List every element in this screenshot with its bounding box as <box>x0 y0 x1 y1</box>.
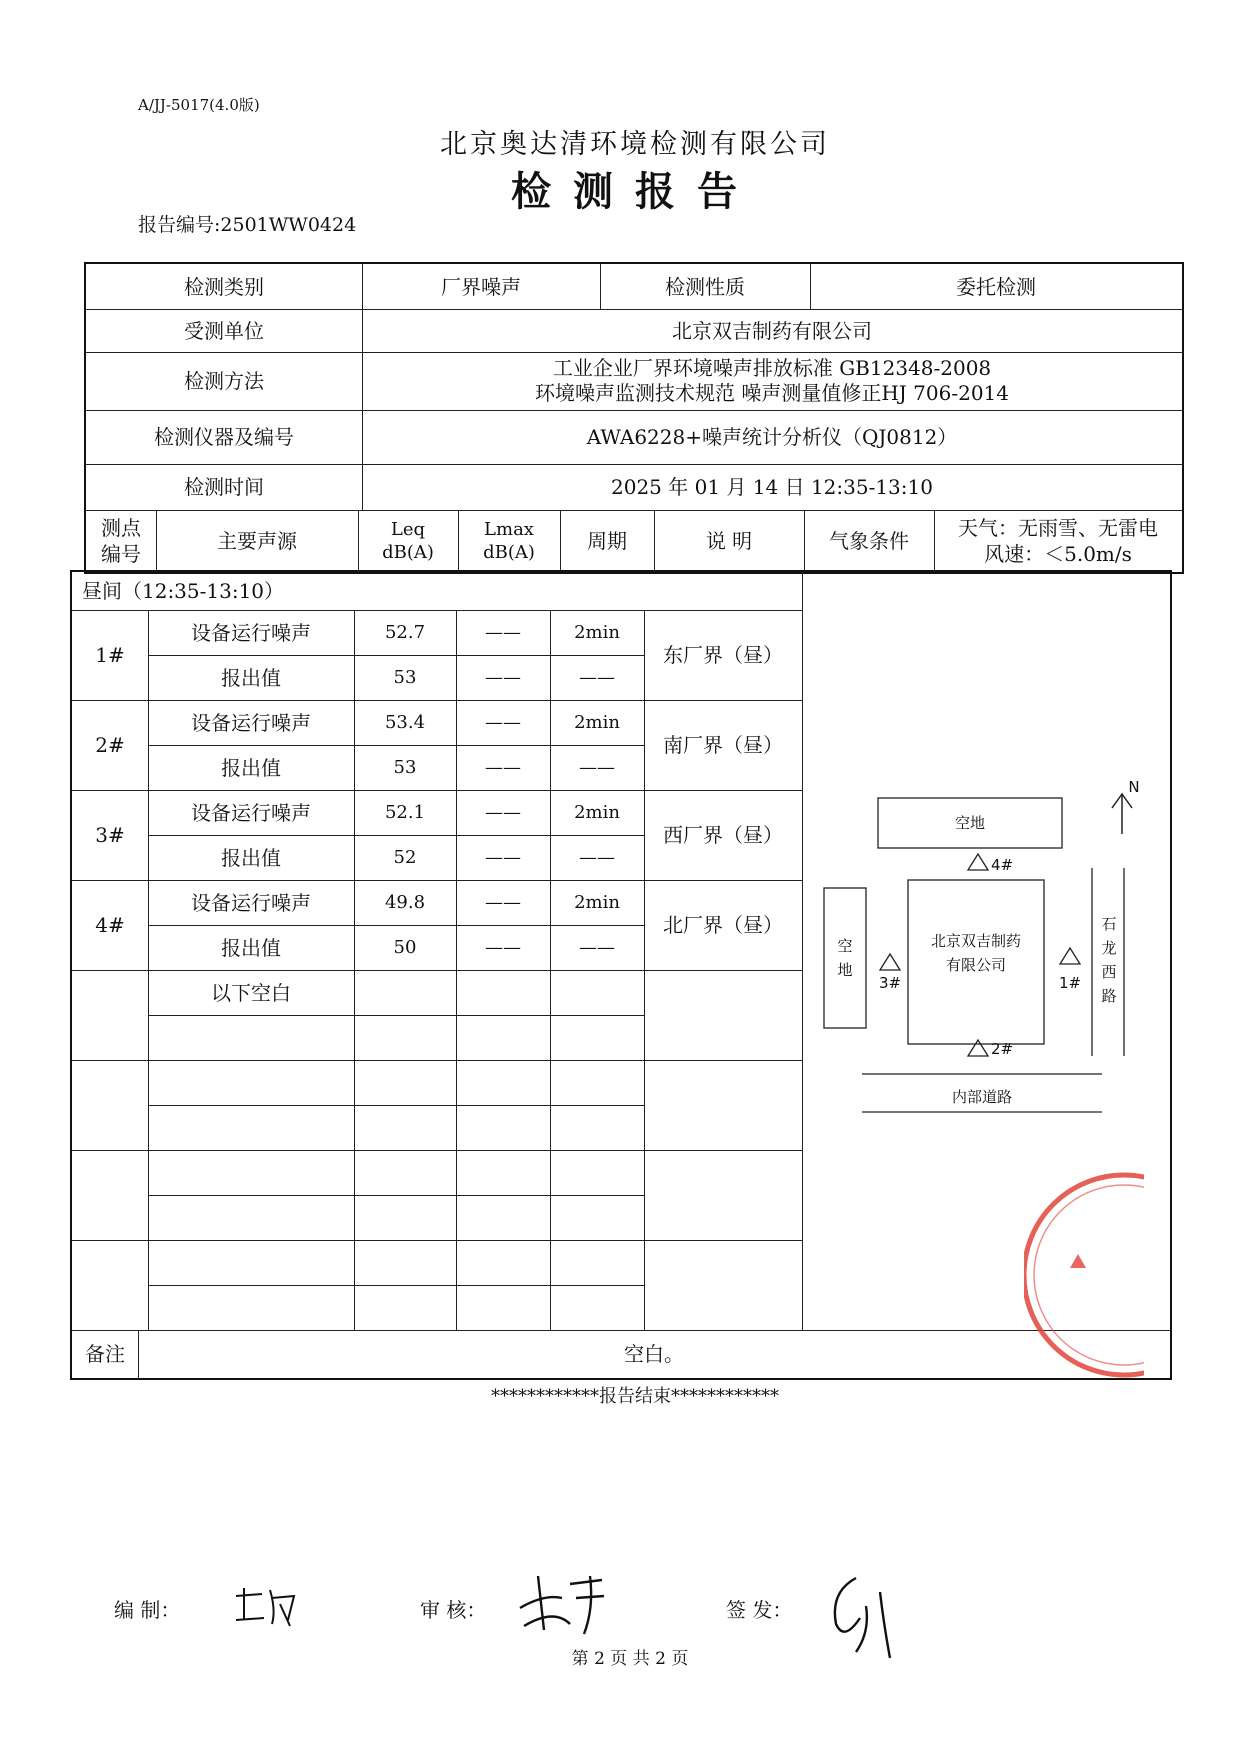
point-4-reported-period: —— <box>579 936 615 958</box>
header-source: 主要声源 <box>217 529 297 553</box>
point-3-reported-value: 52 <box>393 846 417 868</box>
point-3-reported-period: —— <box>579 846 615 868</box>
point-1-map-label: 1# <box>1058 974 1082 992</box>
prepared-by-label: 编 制： <box>114 1598 181 1622</box>
point-3-no: 3# <box>95 823 125 847</box>
point-4-leq: 49.8 <box>384 891 426 913</box>
reviewed-by-label: 审 核： <box>420 1598 487 1622</box>
point-1-no: 1# <box>95 643 125 667</box>
point-1-leq: 52.7 <box>384 621 426 643</box>
info-table <box>84 262 1184 574</box>
wind-speed: 风速：＜5.0m/s <box>984 542 1132 566</box>
point-4-reported-label: 报出值 <box>221 935 281 960</box>
unit-value: 北京双吉制药有限公司 <box>672 318 872 343</box>
header-lmax-1: Lmax <box>484 518 534 540</box>
point-2-period: 2min <box>574 711 620 733</box>
header-lmax <box>458 510 560 572</box>
category-value: 厂界噪声 <box>441 274 521 299</box>
point-4-marker <box>968 854 988 870</box>
header-leq-2: dB(A) <box>382 542 434 563</box>
left-lot-label: 空地 <box>837 937 853 979</box>
point-3-marker <box>880 954 900 970</box>
page-number: 第 2 页 共 2 页 <box>571 1649 689 1669</box>
issued-by-label: 签 发： <box>726 1598 793 1622</box>
right-road-label: 石龙西路 <box>1101 915 1117 1005</box>
time-label: 检测时间 <box>184 475 264 499</box>
header-lmax-2: dB(A) <box>483 542 535 563</box>
point-4-period: 2min <box>574 891 620 913</box>
report-number-value: 2501WW0424 <box>220 214 357 236</box>
point-2-reported-label: 报出值 <box>221 755 281 780</box>
section-label: 昼间（12:35-13:10） <box>82 579 285 603</box>
point-1-lmax: —— <box>485 621 521 643</box>
point-1-reported-period: —— <box>579 666 615 688</box>
unit-label: 受测单位 <box>184 318 264 343</box>
point-2-reported-period: —— <box>579 756 615 778</box>
point-2-leq: 53.4 <box>384 711 426 733</box>
bottom-road-label: 内部道路 <box>951 1088 1012 1106</box>
header-leq-1: Leq <box>390 518 426 540</box>
point-2-marker <box>968 1040 988 1056</box>
point-1-period: 2min <box>574 621 620 643</box>
category-label: 检测类别 <box>184 274 264 299</box>
top-lot-label: 空地 <box>954 814 985 832</box>
blank-note: 以下空白 <box>211 980 291 1005</box>
point-3-reported-label: 报出值 <box>221 845 281 870</box>
point-2-description: 南厂界（昼） <box>663 733 783 757</box>
header-point-no-1: 测点 <box>101 516 141 540</box>
point-2-reported-value: 53 <box>393 756 417 778</box>
report-end-line: ************报告结束************ <box>491 1386 779 1407</box>
point-2-lmax: —— <box>485 711 521 733</box>
point-4-map-label: 4# <box>990 856 1014 874</box>
point-3-map-label: 3# <box>878 974 902 992</box>
nature-value: 委托检测 <box>956 274 1036 299</box>
weather-condition: 天气：无雨雪、无雷电 <box>958 516 1158 540</box>
document-code: A/JJ-5017(4.0版) <box>138 96 260 114</box>
point-1-reported-lmax: —— <box>485 666 521 688</box>
north-label: N <box>1128 778 1140 796</box>
remarks-label: 备注 <box>85 1342 125 1366</box>
company-block-label-2: 有限公司 <box>945 956 1006 974</box>
header-point-no-2: 编号 <box>101 542 141 566</box>
point-2-no: 2# <box>95 733 125 757</box>
point-3-leq: 52.1 <box>384 801 426 823</box>
time-value: 2025 年 01 月 14 日 12:35-13:10 <box>611 475 933 499</box>
point-1-marker <box>1060 948 1080 964</box>
report-title: 检测报告 <box>511 168 759 215</box>
point-2-reported-lmax: —— <box>485 756 521 778</box>
point-4-no: 4# <box>95 913 125 937</box>
point-3-source: 设备运行噪声 <box>191 800 311 825</box>
point-4-reported-lmax: —— <box>485 936 521 958</box>
header-leq <box>358 510 458 572</box>
point-3-reported-lmax: —— <box>485 846 521 868</box>
company-seal <box>1024 1150 1144 1400</box>
point-2-source: 设备运行噪声 <box>191 710 311 735</box>
point-4-description: 北厂界（昼） <box>663 913 783 937</box>
point-3-period: 2min <box>574 801 620 823</box>
header-note: 说 明 <box>705 529 753 553</box>
point-1-reported-label: 报出值 <box>221 665 281 690</box>
method-value <box>362 352 1182 410</box>
reviewed-by-signature <box>514 1568 614 1642</box>
point-4-lmax: —— <box>485 891 521 913</box>
point-4-reported-value: 50 <box>393 936 417 958</box>
data-table <box>70 570 1172 1380</box>
instrument-value: AWA6228+噪声统计分析仪（QJ0812） <box>586 425 958 449</box>
point-2-map-label: 2# <box>990 1040 1014 1058</box>
method-line-1: 工业企业厂界环境噪声排放标准 GB12348-2008 <box>552 356 992 380</box>
header-weather-value <box>934 510 1182 572</box>
method-line-2: 环境噪声监测技术规范 噪声测量值修正HJ 706-2014 <box>534 381 1009 405</box>
report-number-label: 报告编号: <box>138 214 221 236</box>
instrument-label: 检测仪器及编号 <box>154 425 294 449</box>
point-3-description: 西厂界（昼） <box>663 823 783 847</box>
point-1-reported-value: 53 <box>393 666 417 688</box>
remarks-value: 空白。 <box>624 1342 684 1366</box>
point-3-lmax: —— <box>485 801 521 823</box>
point-4-source: 设备运行噪声 <box>191 890 311 915</box>
method-label: 检测方法 <box>184 369 264 393</box>
point-1-description: 东厂界（昼） <box>663 643 783 667</box>
nature-label: 检测性质 <box>665 274 745 299</box>
company-block-label-1: 北京双吉制药 <box>930 932 1021 950</box>
prepared-by-signature <box>232 1580 302 1634</box>
header-weather-label: 气象条件 <box>829 529 909 553</box>
header-period: 周期 <box>587 529 627 553</box>
company-name: 北京奥达清环境检测有限公司 <box>440 129 830 160</box>
header-point-no <box>86 510 156 572</box>
report-number <box>138 210 356 237</box>
point-1-source: 设备运行噪声 <box>191 620 311 645</box>
